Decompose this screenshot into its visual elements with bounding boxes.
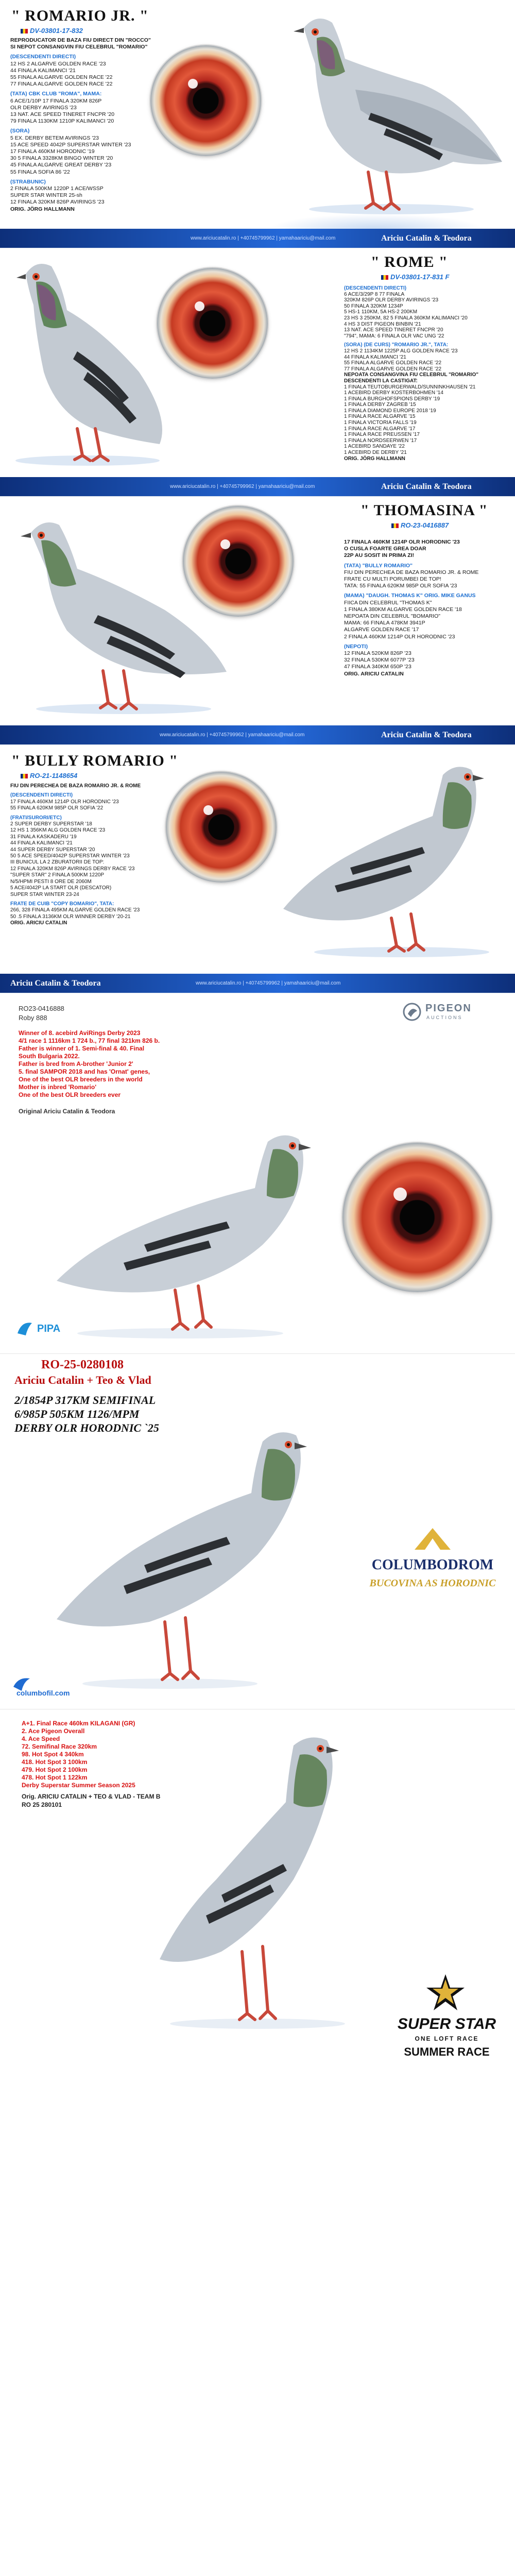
pedigree-line: 2 SUPER DERBY SUPERSTAR '18 bbox=[10, 821, 92, 827]
section-heading: (DESCENDENTI DIRECTI) bbox=[10, 792, 73, 799]
ring-number: RO-21-1148654 bbox=[21, 772, 77, 779]
footer-bar bbox=[0, 725, 515, 745]
pedigree-line: 44 FINALA KALIMANCI '21 bbox=[10, 67, 76, 74]
pedigree-line: III BUNICUL LA 2 ZBURATORII DE TOP: bbox=[10, 859, 105, 866]
promo-line: 2/1854P 317KM SEMIFINAL bbox=[14, 1394, 156, 1406]
promo-ring: RO-25-0280108 bbox=[41, 1358, 124, 1371]
promo-line: 418. Hot Spot 3 100km bbox=[22, 1758, 88, 1766]
pedigree-line: 44 FINALA KALIMANCI '21 bbox=[10, 840, 73, 846]
pedigree-line: 1 FINALA 380KM ALGARVE GOLDEN RACE '18 bbox=[344, 606, 462, 613]
pedigree-line: 1 ACEBIRD DE DERBY '21 bbox=[344, 450, 407, 456]
promo-owner: Orig. ARICIU CATALIN + TEO & VLAD - TEAM B bbox=[22, 1793, 161, 1800]
pedigree-line: 1 ACEBIRD DERBY KOSTERBOHMEN '14 bbox=[344, 390, 443, 396]
pedigree-line: 5 ACE/4042P LA START OLR (DESCATOR) bbox=[10, 885, 112, 891]
promo-line: One of the best OLR breeders ever bbox=[19, 1091, 121, 1098]
promo-owners: Ariciu Catalin + Teo & Vlad bbox=[14, 1374, 151, 1386]
pedigree-line: 23 HS 3 250KM, 82 5 FINALA 360KM KALIMANCI '20 bbox=[344, 315, 468, 321]
pedigree-line: 79 FINALA 1130KM 1210P KALIMANCI '20 bbox=[10, 118, 114, 125]
pigeon-photo bbox=[139, 1725, 386, 2034]
pedigree-line: MAMA: 66 FINALA 478KM 3941P bbox=[344, 620, 425, 626]
promo-ring: RO23-0416888 bbox=[19, 1005, 64, 1012]
section-heading: (SORA) bbox=[10, 128, 30, 134]
pedigree-line: 17 FINALA 460KM 1214P OLR HORODNIC '23 bbox=[10, 799, 119, 805]
footer-brand: Ariciu Catalin & Teodora bbox=[381, 731, 472, 739]
promo-line: 98. Hot Spot 4 340km bbox=[22, 1751, 84, 1758]
pipa-logo-text: PIPA bbox=[37, 1323, 61, 1334]
pedigree-line: 12 FINALA 320KM 826P AVIRINGS DERBY RACE '23 bbox=[10, 866, 135, 872]
columbodrom-logo-icon bbox=[409, 1524, 456, 1555]
superstar-subtitle: ONE LOFT RACE bbox=[415, 2035, 479, 2042]
pedigree-line: 1 FINALA BURGHOFSPIONS DERBY '19 bbox=[344, 396, 440, 402]
pigeon-auctions-logo bbox=[402, 1002, 505, 1022]
pedigree-line: 55 FINALA ALGARVE GOLDEN RACE '22 bbox=[10, 74, 113, 81]
pedigree-line: 44 SUPER DERBY SUPERSTAR '20 bbox=[10, 846, 95, 853]
pedigree-line: 30 5 FINALA 3328KM BINGO WINTER '20 bbox=[10, 155, 113, 162]
promo-ro-25-0280108 bbox=[0, 1354, 515, 1709]
promo-ring: RO 25 280101 bbox=[22, 1801, 62, 1808]
pedigree-line: ORIG. ARICIU CATALIN bbox=[344, 670, 404, 677]
pedigree-line: 1 FINALA DIAMOND EUROPE 2018 '19 bbox=[344, 408, 436, 414]
pigeon-photo bbox=[46, 1126, 335, 1343]
promo-line: A+1. Final Race 460km KILAGANI (GR) bbox=[22, 1720, 135, 1727]
pedigree-line: NEPOATA CONSANGVINA FIU CELEBRUL "ROMARIO" bbox=[344, 372, 478, 378]
pedigree-line: FRATE CU MULTI PORUMBEI DE TOP! bbox=[344, 576, 441, 583]
pedigree-line: 77 FINALA ALGARVE GOLDEN RACE '22 bbox=[344, 366, 442, 372]
pedigree-line: 17 FINALA 460KM 1214P OLR HORODNIC '23 bbox=[344, 539, 460, 545]
promo-achievements bbox=[22, 1720, 135, 1789]
promo-line: 2. Ace Pigeon Overall bbox=[22, 1727, 85, 1735]
pigeon-logo-icon bbox=[402, 1002, 422, 1022]
pigeon-card-romario-jr bbox=[0, 0, 515, 248]
section-heading: (STRABUNIC) bbox=[10, 178, 46, 185]
pedigree-line: ORIG. JÖRG HALLMANN bbox=[10, 206, 75, 212]
promo-line: Winner of 8. acebird AviRings Derby 2023 bbox=[19, 1029, 141, 1037]
pedigree-line: 1 FINALA RACE ALGARVE '15 bbox=[344, 414, 416, 420]
pedigree-line: 266, 328 FINALA 495KM ALGARVE GOLDEN RACE '23 bbox=[10, 907, 140, 913]
promo-line: Father is bred from A-brother 'Junior 2' bbox=[19, 1060, 133, 1067]
pedigree-line: 1 FINALA NORDSEERWEN '17 bbox=[344, 437, 417, 444]
pedigree-text bbox=[344, 539, 499, 677]
section-heading: (MAMA) "DAUGH. THOMAS K" ORIG. MIKE GANUS bbox=[344, 592, 476, 599]
pedigree-line: 5 EX. DERBY BETEM AVIRINGS '23 bbox=[10, 134, 99, 141]
pigeon-card-bully-romario bbox=[0, 745, 515, 993]
pedigree-line: 50 .5 FINALA 3136KM OLR WINNER DERBY '20-21 bbox=[10, 913, 131, 920]
logo-title: PIGEON bbox=[425, 1003, 472, 1014]
promo-line: 479. Hot Spot 2 100km bbox=[22, 1766, 88, 1773]
promo-area bbox=[0, 993, 515, 2073]
ring-number: DV-03801-17-832 bbox=[21, 27, 83, 35]
pedigree-line: TATA: 55 FINALA 620KM 985P OLR SOFIA '23 bbox=[344, 583, 457, 589]
promo-origin: Original Ariciu Catalin & Teodora bbox=[19, 1108, 115, 1115]
pedigree-line: 12 FINALA 520KM 826P '23 bbox=[344, 650, 411, 657]
pedigree-line: 2 FINALA 460KM 1214P OLR HORODNIC '23 bbox=[344, 633, 455, 640]
pedigree-line: 6 ACE/3/29P 8 77 FINALA bbox=[344, 291, 405, 297]
promo-line: 4/1 race 1 1116km 1 724 b., 77 final 321km 826 b. bbox=[19, 1037, 160, 1044]
card-title: " THOMASINA " bbox=[360, 502, 488, 519]
promo-line: 478. Hot Spot 1 122km bbox=[22, 1774, 88, 1781]
eye-photo bbox=[342, 1143, 492, 1292]
eye-photo bbox=[150, 45, 261, 156]
ring-number: DV-03801-17-831 F bbox=[381, 273, 449, 281]
pigeon-photo bbox=[5, 253, 175, 470]
pedigree-line: 77 FINALA ALGARVE GOLDEN RACE '22 bbox=[10, 81, 113, 88]
pigeon-photo bbox=[46, 1416, 335, 1694]
columbodrom-subtitle: BUCOVINA AS HORODNIC bbox=[369, 1578, 496, 1589]
pedigree-line: 1 FINALA DERBY ZAGREB '15 bbox=[344, 402, 416, 408]
footer-contact: www.ariciucatalin.ro | +40745799962 | yamahaariciu@mail.com bbox=[160, 732, 305, 738]
columbodrom-logo bbox=[360, 1524, 505, 1617]
columbofil-logo bbox=[11, 1673, 94, 1696]
promo-super-star bbox=[0, 1709, 515, 2073]
section-heading: (SORA) (DE CURS) "ROMARIO JR.", TATA: bbox=[344, 342, 449, 348]
pigeon-photo bbox=[268, 7, 510, 218]
pedigree-line: 4 HS 3 DIST PIGEON BINBIN '21 bbox=[344, 321, 421, 327]
pedigree-line: 12 HS 2 ALGARVE GOLDEN RACE '23 bbox=[10, 60, 106, 67]
splash-decoration bbox=[268, 214, 484, 229]
pedigree-line: "794", MAMA: 6 FINALA OLR VAC UNG '22 bbox=[344, 333, 444, 339]
pedigree-line: 31 FINALA KASKADERU '19 bbox=[10, 834, 77, 840]
pedigree-line: "SUPER STAR" 2 FINALA 500KM 1220P bbox=[10, 872, 104, 878]
pedigree-line: OLR DERBY AVIRINGS '23 bbox=[10, 104, 77, 111]
pedigree-text bbox=[10, 37, 165, 213]
promo-name: Roby 888 bbox=[19, 1014, 47, 1022]
pedigree-line: 12 FINALA 320KM 826P AVIRINGS '23 bbox=[10, 199, 105, 206]
promo-achievements bbox=[19, 1029, 160, 1099]
pedigree-line: SI NEPOT CONSANGVIN FIU CELEBRUL "ROMARIO" bbox=[10, 44, 148, 50]
pedigree-line: REPRODUCATOR DE BAZA FIU DIRECT DIN "ROCCO" bbox=[10, 37, 151, 43]
footer-bar bbox=[0, 974, 515, 993]
pedigree-line: 45 FINALA ALGARVE GREAT DERBY '23 bbox=[10, 162, 112, 168]
flag-icon bbox=[381, 275, 388, 280]
section-heading: (NEPOTI) bbox=[344, 643, 368, 650]
pedigree-line: FIU DIN PERECHEA DE BAZA ROMARIO JR. & ROME bbox=[10, 783, 141, 789]
pedigree-line: 12 HS 1 356KM ALG GOLDEN RACE '23 bbox=[10, 827, 106, 834]
pedigree-line: 1 ACEBIRD SANDAYE '22 bbox=[344, 444, 405, 450]
footer-contact: www.ariciucatalin.ro | +40745799962 | yamahaariciu@mail.com bbox=[191, 235, 336, 241]
promo-line: Derby Superstar Summer Season 2025 bbox=[22, 1782, 135, 1789]
pedigree-line: FIU DIN PERECHEA DE BAZA ROMARIO JR. & ROME bbox=[344, 569, 479, 575]
pedigree-line: 50 FINALA 320KM 1234P bbox=[344, 303, 403, 309]
pedigree-line: NEPOATA DIN CELEBRUL "BOMARIO" bbox=[344, 613, 440, 620]
card-title: " ROME " bbox=[371, 253, 448, 270]
pedigree-line: 2 FINALA 500KM 1220P 1 ACE/WSSP bbox=[10, 185, 104, 192]
pipa-logo bbox=[14, 1318, 71, 1341]
pedigree-line: 50 5 ACE SPEED/4042P SUPERSTAR WINTER '23 bbox=[10, 853, 130, 859]
footer-contact: www.ariciucatalin.ro | +40745799962 | yamahaariciu@mail.com bbox=[196, 980, 341, 986]
promo-roby-888 bbox=[0, 993, 515, 1354]
columbofil-logo-text: columbofil.com bbox=[16, 1689, 70, 1697]
pedigree-line: 44 FINALA KALIMANCI '21 bbox=[344, 354, 406, 360]
superstar-logo bbox=[384, 1972, 510, 2065]
footer-bar bbox=[0, 229, 515, 248]
pedigree-line: SUPER STAR WINTER 23-24 bbox=[10, 891, 79, 897]
pedigree-line: 32 FINALA 530KM 6077P '23 bbox=[344, 657, 415, 664]
flag-icon bbox=[391, 523, 399, 528]
pedigree-line: 13 NAT. ACE SPEED TINERET FNCPR '20 bbox=[344, 327, 443, 333]
pedigree-line: 1 FINALA RACE PREUSSEN '17 bbox=[344, 432, 420, 438]
pedigree-text bbox=[10, 783, 165, 927]
card-title: " BULLY ROMARIO " bbox=[11, 752, 178, 769]
promo-line: 72. Semifinal Race 320km bbox=[22, 1743, 97, 1750]
pedigree-line: DESCENDENTI LA CASTIGAT: bbox=[344, 378, 418, 384]
pigeon-photo bbox=[10, 507, 232, 718]
star-icon bbox=[425, 1972, 466, 2013]
ring-number: RO-23-0416887 bbox=[391, 521, 449, 529]
pedigree-line: ORIG. JÖRG HALLMANN bbox=[344, 455, 405, 462]
superstar-bottom: SUMMER RACE bbox=[404, 2045, 490, 2058]
section-heading: FRATE DE CUIB "COPY BOMARIO", TATA: bbox=[10, 901, 114, 907]
pedigree-line: 55 FINALA ALGARVE GOLDEN RACE '22 bbox=[344, 360, 442, 366]
footer-bar bbox=[0, 477, 515, 497]
pedigree-line: O CUSLA FOARTE GREA DOAR bbox=[344, 546, 426, 552]
logo-subtitle: AUCTIONS bbox=[426, 1015, 463, 1020]
pedigree-line: 55 FINALA 620KM 985P OLR SOFIA '22 bbox=[10, 805, 104, 811]
pigeon-card-rome bbox=[0, 248, 515, 497]
pedigree-line: 12 HS 2 1134KM 1225P ALG GOLDEN RACE '23 bbox=[344, 348, 458, 354]
pedigree-line: N/5/HPMI PESTI 8 ORE DE 2060M bbox=[10, 878, 92, 885]
pigeon-card-thomasina bbox=[0, 497, 515, 745]
pedigree-line: 13 NAT. ACE SPEED TINERET FNCPR '20 bbox=[10, 111, 115, 118]
footer-brand: Ariciu Catalin & Teodora bbox=[10, 979, 101, 988]
section-heading: (TATA) CBK CLUB "ROMA", MAMA: bbox=[10, 91, 102, 97]
promo-line: 6/985P 505KM 1126/MPM bbox=[14, 1408, 140, 1420]
promo-line: Mother is inbred 'Romario' bbox=[19, 1083, 97, 1091]
pedigree-line: 1 FINALA RACE ALGARVE '17 bbox=[344, 426, 416, 432]
columbodrom-title: COLUMBODROM bbox=[371, 1557, 494, 1573]
promo-line: DERBY OLR HORODNIC `25 bbox=[14, 1421, 159, 1434]
promo-line: South Bulgaria 2022. bbox=[19, 1053, 80, 1060]
pedigree-line: 47 FINALA 340KM 650P '23 bbox=[344, 664, 411, 670]
pedigree-line: 1 FINALA TEUTOBURGERWALD/SUNNINKHAUSEN '21 bbox=[344, 384, 476, 390]
superstar-title: SUPER STAR bbox=[397, 2015, 496, 2032]
section-heading: (TATA) "BULLY ROMARIO" bbox=[344, 562, 413, 569]
footer-brand: Ariciu Catalin & Teodora bbox=[381, 234, 472, 243]
pedigree-line: 1 FINALA VICTORIA FALLS '19 bbox=[344, 420, 417, 426]
pedigree-line: 22P AU SOSIT IN PRIMA ZI! bbox=[344, 552, 415, 559]
pedigree-line: ORIG. ARICIU CATALIN bbox=[10, 920, 67, 926]
card-title: " ROMARIO JR. " bbox=[11, 7, 149, 24]
promo-line: Father is winner of 1. Semi-final & 40. Final bbox=[19, 1045, 145, 1052]
pedigree-line: SUPER STAR WINTER 25-sh bbox=[10, 192, 82, 199]
pedigree-line: 15 ACE SPEED 4042P SUPERSTAR WINTER '23 bbox=[10, 141, 131, 148]
pigeon-photo bbox=[273, 754, 507, 960]
promo-line: 4. Ace Speed bbox=[22, 1735, 60, 1742]
footer-contact: www.ariciucatalin.ro | +40745799962 | yamahaariciu@mail.com bbox=[170, 484, 315, 489]
section-heading: (DESCENDENTI DIRECTI) bbox=[10, 54, 76, 60]
pedigree-line: 6 ACE/1/10P 17 FINALA 320KM 826P bbox=[10, 97, 102, 104]
flag-icon bbox=[21, 774, 28, 778]
pedigree-line: 5 HS-1 110KM, 5A HS-2 200KM bbox=[344, 309, 418, 315]
section-heading: (DESCENDENTI DIRECTI) bbox=[344, 285, 407, 291]
pedigree-line: 55 FINALA SOFIA 86 '22 bbox=[10, 168, 70, 175]
flag-icon bbox=[21, 29, 28, 33]
pedigree-line: FIICA DIN CELEBRUL "THOMAS K" bbox=[344, 599, 432, 606]
pedigree-line: 17 FINALA 460KM HORODNIC '19 bbox=[10, 148, 95, 155]
pipa-logo-icon bbox=[14, 1318, 35, 1338]
pedigree-line: ALGARVE GOLDEN RACE '17 bbox=[344, 626, 419, 633]
pedigree-text bbox=[344, 282, 499, 462]
promo-line: 5. final SAMPOR 2018 and has 'Ornat' genes, bbox=[19, 1068, 150, 1075]
eye-photo bbox=[166, 772, 277, 883]
footer-brand: Ariciu Catalin & Teodora bbox=[381, 482, 472, 491]
section-heading: (FRATI/SURORI/ETC) bbox=[10, 815, 62, 821]
pedigree-line: 320KM 826P OLR DERBY AVIRINGS '23 bbox=[344, 297, 439, 303]
promo-line: One of the best OLR breeders in the world bbox=[19, 1076, 143, 1083]
